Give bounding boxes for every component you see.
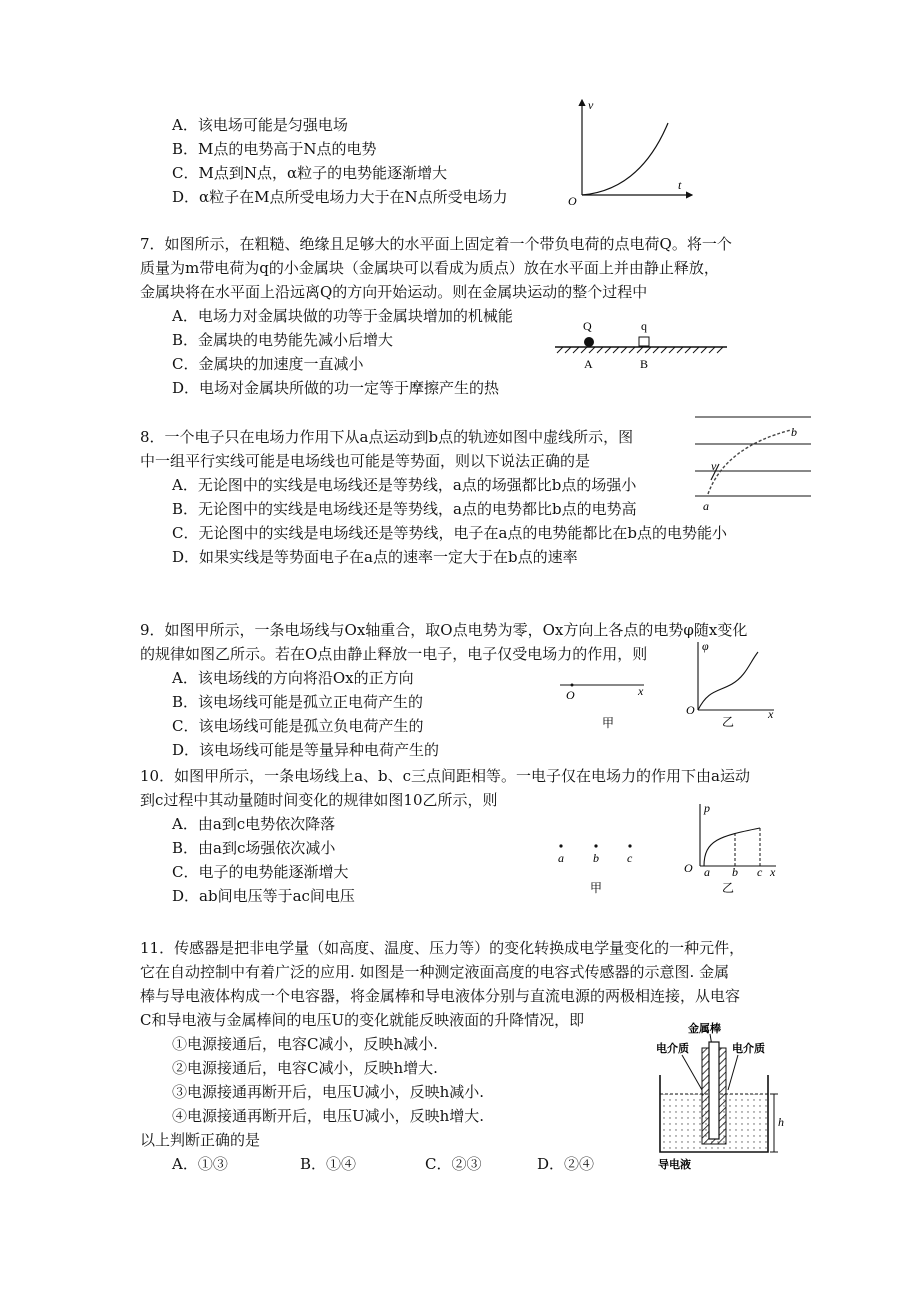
q7-label-B: B — [640, 357, 649, 371]
q9-jia-caption: 甲 — [602, 716, 615, 730]
q8-label-v: v — [711, 459, 717, 473]
q10-yi-b: b — [732, 865, 738, 879]
q6-option-a: A．该电场可能是匀强电场 — [172, 116, 348, 134]
q6-curve — [582, 123, 668, 195]
q7-option-b: B．金属块的电势能先减小后增大 — [172, 331, 394, 349]
q6-x-label: t — [678, 178, 682, 192]
q11-statement-1: ①电源接通后，电容C减小，反映h减小. — [172, 1035, 438, 1053]
q11-label-rod: 金属棒 — [688, 1022, 721, 1035]
q9-yi-x: x — [768, 707, 774, 721]
q11-statement-4: ④电源接通再断开后，电压U减小，反映h增大. — [172, 1107, 485, 1125]
q6-y-label: v — [588, 98, 594, 112]
q10-figure-yi — [680, 798, 780, 898]
q10-label-a: a — [558, 851, 564, 865]
q6-origin: O — [568, 194, 577, 208]
q8-option-a: A．无论图中的实线是电场线还是等势线，a点的场强都比b点的场强小 — [172, 476, 637, 494]
q11-label-dielectric-right: 电介质 — [732, 1042, 765, 1055]
q7-label-q: q — [641, 319, 647, 333]
q11-stem-line3: 棒与导电液体构成一个电容器，将金属棒和导电液体分别与直流电源的两极相连接，从电容 — [140, 987, 741, 1005]
q7-option-d: D．电场对金属块所做的功一定等于摩擦产生的热 — [172, 379, 500, 397]
q7-stem-line1: 7．如图所示，在粗糙、绝缘且足够大的水平面上固定着一个带负电荷的点电荷Q。将一个 — [140, 235, 732, 253]
q11-choice-b: B．①④ — [300, 1155, 357, 1173]
q8-trajectory — [708, 430, 791, 494]
q10-option-a: A．由a到c电势依次降落 — [172, 815, 336, 833]
q9-yi-origin: O — [686, 703, 695, 717]
q7-charge-Q — [584, 337, 594, 347]
q10-label-b: b — [593, 851, 599, 865]
q7-stem-line2: 质量为m带电荷为q的小金属块（金属块可以看成为质点）放在水平面上并由静止释放， — [140, 259, 719, 277]
q11-stem-line1: 11．传感器是把非电学量（如高度、温度、压力等）的变化转换成电学量变化的一种元件， — [140, 939, 745, 957]
q10-figure-jia — [550, 838, 650, 898]
q11-stem-line4: C和导电液与金属棒间的电压U的变化就能反映液面的升降情况，即 — [140, 1011, 585, 1029]
q10-yi-c: c — [757, 865, 763, 879]
q8-label-a: a — [703, 499, 709, 513]
q11-stem-line2: 它在自动控制中有着广泛的应用. 如图是一种测定液面高度的电容式传感器的示意图. 金属 — [140, 963, 730, 981]
q11-conclusion: 以上判断正确的是 — [140, 1131, 261, 1149]
q9-stem-line1: 9．如图甲所示，一条电场线与Ox轴重合，取O点电势为零，Ox方向上各点的电势φ随x变化 — [140, 621, 748, 639]
q9-yi-caption: 乙 — [722, 715, 735, 729]
q8-figure — [695, 412, 815, 513]
q11-choice-d: D．②④ — [537, 1155, 595, 1173]
q7-label-A: A — [584, 357, 593, 371]
q11-label-h: h — [778, 1115, 784, 1129]
q7-block-q — [639, 337, 649, 346]
q9-figure-yi — [680, 640, 780, 740]
q10-option-b: B．由a到c场强依次减小 — [172, 839, 336, 857]
q8-stem-line2: 中一组平行实线可能是电场线也可能是等势面，则以下说法正确的是 — [140, 452, 591, 470]
q11-choice-a: A．①③ — [172, 1155, 228, 1173]
q8-option-b: B．无论图中的实线是电场线还是等势线，a点的电势都比b点的电势高 — [172, 500, 637, 518]
q10-stem-line2: 到c过程中其动量随时间变化的规律如图10乙所示，则 — [140, 791, 498, 809]
q9-jia-origin: O — [566, 688, 575, 702]
q10-option-c: C．电子的电势能逐渐增大 — [172, 863, 349, 881]
q10-yi-p: p — [704, 801, 710, 815]
q9-option-b: B．该电场线可能是孤立正电荷产生的 — [172, 693, 424, 711]
q7-stem-line3: 金属块将在水平面上沿远离Q的方向开始运动。则在金属块运动的整个过程中 — [140, 283, 648, 301]
q7-label-Q: Q — [583, 319, 592, 333]
q10-label-c: c — [627, 851, 633, 865]
q9-jia-x: x — [638, 684, 644, 698]
q9-phi-curve — [698, 652, 758, 710]
q10-stem-line1: 10．如图甲所示，一条电场线上a、b、c三点间距相等。一电子仅在电场力的作用下由a运动 — [140, 767, 750, 785]
q9-option-c: C．该电场线可能是孤立负电荷产生的 — [172, 717, 424, 735]
q10-yi-x: x — [770, 865, 776, 879]
q6-option-c: C．M点到N点，α粒子的电势能逐渐增大 — [172, 164, 448, 182]
q10-yi-a: a — [704, 865, 710, 879]
q8-option-d: D．如果实线是等势面电子在a点的速率一定大于在b点的速率 — [172, 548, 578, 566]
q11-statement-2: ②电源接通后，电容C减小，反映h增大. — [172, 1059, 438, 1077]
q9-stem-line2: 的规律如图乙所示。若在O点由静止释放一电子，电子仅受电场力的作用，则 — [140, 645, 648, 663]
q10-point-b — [594, 844, 597, 847]
q7-option-a: A．电场力对金属块做的功等于金属块增加的机械能 — [172, 307, 513, 325]
q10-jia-caption: 甲 — [590, 881, 603, 895]
q6-vt-graph — [560, 95, 700, 210]
q9-yi-phi: φ — [702, 639, 709, 653]
q9-figure-jia — [560, 675, 650, 735]
q10-yi-caption: 乙 — [722, 881, 735, 895]
q10-p-curve — [704, 828, 760, 866]
q7-option-c: C．金属块的加速度一直减小 — [172, 355, 364, 373]
q11-statement-3: ③电源接通再断开后，电压U减小，反映h减小. — [172, 1083, 485, 1101]
q11-choice-c: C．②③ — [425, 1155, 482, 1173]
q6-option-d: D．α粒子在M点所受电场力大于在N点所受电场力 — [172, 188, 508, 206]
q11-capacitor-sensor-figure — [650, 1020, 800, 1172]
q8-option-c: C．无论图中的实线是电场线还是等势线，电子在a点的电势能都比在b点的电势能小 — [172, 524, 728, 542]
q9-option-a: A．该电场线的方向将沿Ox的正方向 — [172, 669, 414, 687]
q6-option-b: B．M点的电势高于N点的电势 — [172, 140, 377, 158]
q11-metal-rod — [709, 1042, 719, 1139]
q8-label-b: b — [791, 425, 797, 439]
q10-point-a — [559, 844, 562, 847]
q10-point-c — [628, 844, 631, 847]
q8-stem-line1: 8．一个电子只在电场力作用下从a点运动到b点的轨迹如图中虚线所示，图 — [140, 428, 634, 446]
q11-label-dielectric-left: 电介质 — [656, 1042, 689, 1055]
q11-label-liquid: 导电液 — [658, 1158, 691, 1171]
q7-figure — [555, 315, 735, 375]
q10-option-d: D．ab间电压等于ac间电压 — [172, 887, 355, 905]
q7-ground-hatch — [557, 347, 723, 353]
q9-option-d: D．该电场线可能是等量异种电荷产生的 — [172, 741, 440, 759]
q10-yi-origin: O — [684, 861, 693, 875]
